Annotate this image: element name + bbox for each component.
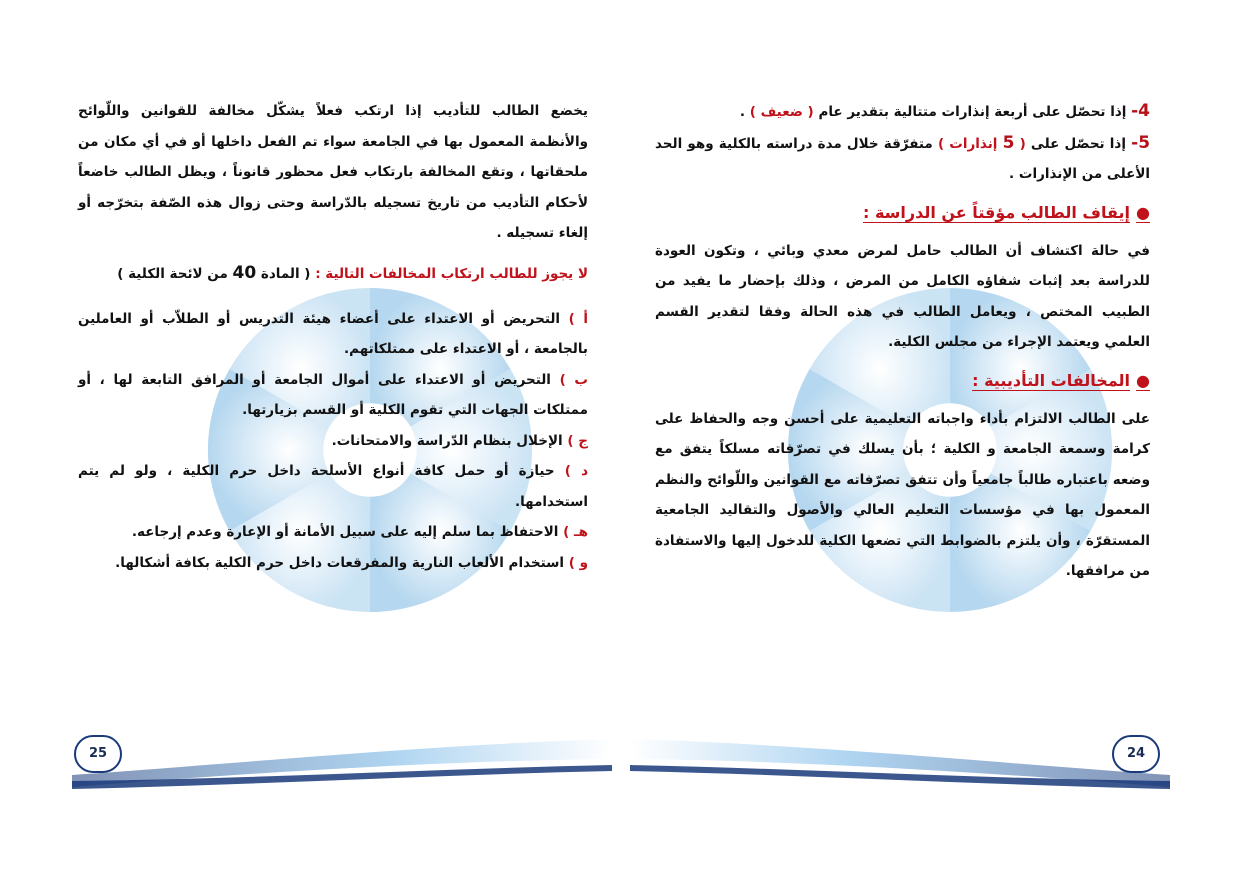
item-4-number: 4- [1131,101,1150,121]
item-5-count-word: إنذارات ) [937,135,998,152]
list-item [78,365,588,426]
violations-heading [655,366,1150,396]
page-number-25: 25 [74,735,122,773]
item-5-number: 5- [1131,132,1151,153]
item-5-text-b: متفرّقة خلال مدة دراسته بالكلية وهو الحد الأعلى من الإنذارات . [655,135,1150,182]
list-item-text: التحريض أو الاعتداء على أعضاء هيئة التدريس أو الطلاّب أو العاملين بالجامعة ، أو الاعتداء على ممتلكاتهم. [78,310,588,357]
item-5-count [937,132,1026,153]
article-ref-number: 40 [232,262,257,283]
list-item [78,517,588,548]
left-content-column [78,96,588,578]
item-5-count-number: 5 [1002,132,1015,153]
footer-wave-decoration [630,735,1170,795]
bullet-icon: ● [1136,370,1150,390]
item-4-line [655,96,1150,128]
list-item-letter: ب ) [559,371,588,388]
prohibited-heading-text: لا يجوز للطالب ارتكاب المخالفات التالية : [315,265,588,282]
list-item [78,548,588,579]
article-ref-prefix: ( المادة [260,265,311,282]
list-item-letter: د ) [564,463,588,479]
violations-paragraph: على الطالب الالتزام بأداء واجباته التعليمية على أحسن وجه والحفاظ على كرامة وسمعة الجامعة و الكلية ؛ بأن يسلك في تصرّفاته مسلكاً يتفق مع وضعه باعتباره طالباً جامعياً وأن تتفق تصرّفاته مع القوانين واللّوائح والنظم المعمول بها في مؤسسات التعليم العالي والأصول والتقاليد الجامعية المستقرّة ، وأن يلتزم بالضوابط التي تضعها الكلية للدخول إليها والاستفادة من مرافقها. [655,410,1150,579]
violations-list [78,304,588,579]
item-4-grade: ( ضعيف ) [749,104,814,120]
list-item [78,304,588,365]
list-item [78,426,588,457]
list-item-letter: هـ ) [563,524,588,540]
list-item-letter: ج ) [567,432,588,449]
list-item-text: التحريض أو الاعتداء على أموال الجامعة أو المرافق التابعة لها ، أو ممتلكات الجهات التي تقوم الكلية أو القسم بزيارتها. [78,371,588,418]
item-5-count-open: ( [1019,135,1026,152]
prohibited-violations-heading [78,259,588,288]
page-number-24: 24 [1112,735,1160,773]
violations-heading-text: المخالفات التأديبية : [972,370,1131,390]
article-ref-suffix: من لائحة الكلية ) [117,265,228,282]
suspension-heading [655,198,1150,228]
list-item-text: الاحتفاظ بما سلم إليه على سبيل الأمانة أو الإعارة وعدم إرجاعه. [131,524,559,540]
item-5-text-a: إذا تحصّل على [1030,135,1126,152]
bullet-icon: ● [1136,202,1150,222]
page-24 [620,0,1240,877]
footer-wave-decoration [72,735,612,795]
list-item [78,456,588,517]
right-content-column [655,96,1150,587]
discipline-intro-paragraph: يخضع الطالب للتأديب إذا ارتكب فعلاً يشكّل مخالفة للقوانين واللّوائح والأنظمة المعمول بها في الجامعة سواء تم الفعل داخلها أو في أي مكان من ملحقاتها ، وتقع المخالفة بارتكاب فعل محظور قانوناً ، ويظل الطالب خاضعاً لأحكام التأديب من تاريخ تسجيله بالدّراسة وحتى زوال هذه الصّفة بتخرّجه أو إلغاء تسجيله . [78,103,588,241]
suspension-heading-text: إيقاف الطالب مؤقتاً عن الدراسة : [863,202,1131,222]
list-item-text: الإخلال بنظام الدّراسة والامتحانات. [331,432,563,449]
list-item-letter: و ) [568,554,588,571]
item-4-end: . [739,104,746,120]
list-item-text: حيازة أو حمل كافة أنواع الأسلحة داخل حرم الكلية ، ولو لم يتم استخدامها. [78,463,588,510]
suspension-paragraph: في حالة اكتشاف أن الطالب حامل لمرض معدي وبائي ، وتكون العودة للدراسة بعد إثبات شفاؤه الكامل من المرض ، وذلك بإحضار ما يفيد من الطبيب المختص ، ويعامل الطالب في هذه الحالة وفقا لتقدير القسم العلمي ويعتمد الإجراء من مجلس الكلية. [655,242,1150,350]
list-item-letter: أ ) [568,310,589,327]
list-item-text: استخدام الألعاب النارية والمفرقعات داخل حرم الكلية بكافة أشكالها. [115,554,565,571]
item-5-paragraph [655,128,1150,190]
item-4-text: إذا تحصّل على أربعة إنذارات متتالية بتقدير عام [818,104,1127,120]
